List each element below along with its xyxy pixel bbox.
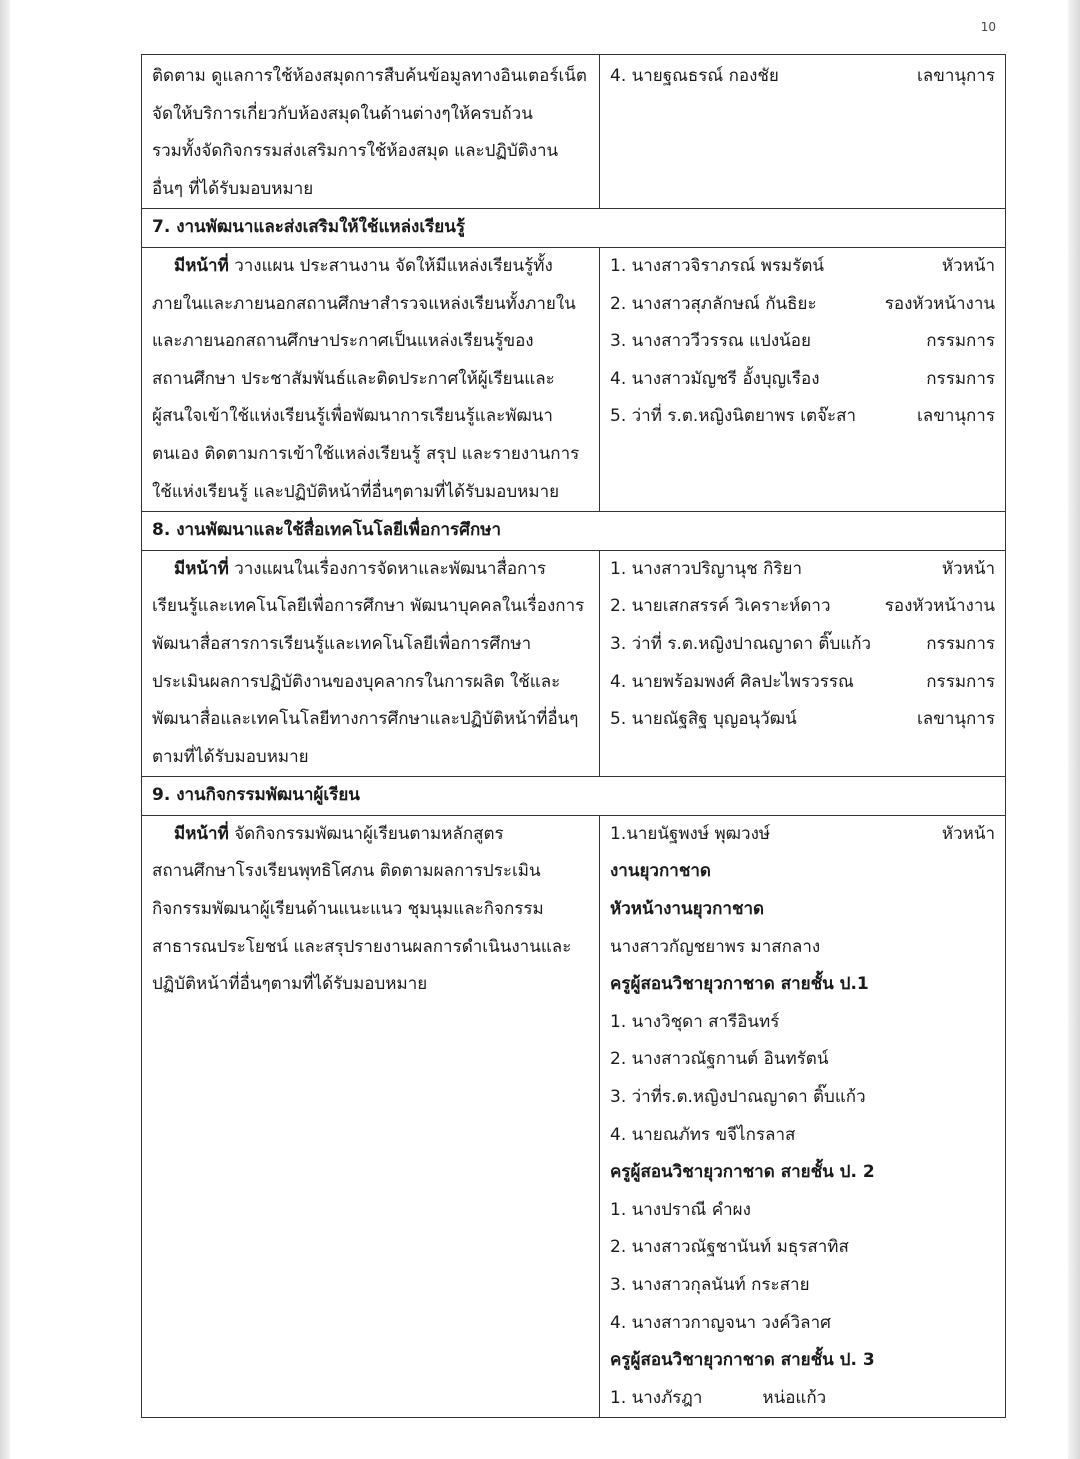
member-name: 1. นางสาวจิราภรณ์ พรมรัตน์ xyxy=(610,255,825,276)
text-line: ปฏิบัติหน้าที่อื่นๆตามที่ได้รับมอบหมาย xyxy=(152,974,428,995)
member-role: กรรมการ xyxy=(926,633,995,654)
member-name: 2. นางสาวณัฐชานันท์ มธุรสาทิส xyxy=(610,1237,849,1258)
members-cell xyxy=(600,550,1006,777)
duty-table xyxy=(141,54,1006,1418)
duty-description-cell xyxy=(142,55,600,209)
member-role: กรรมการ xyxy=(926,368,995,389)
text-line xyxy=(152,551,589,589)
member-name: 1. นางวิชุดา สารีอินทร์ xyxy=(610,1011,780,1032)
duty-description-cell xyxy=(142,550,600,777)
member-name: 3. นางสาวกุลนันท์ กระสาย xyxy=(610,1275,810,1295)
member-name: 1.นายนัฐพงษ์ พุฒวงษ์ xyxy=(610,823,771,844)
member-role: เลขานุการ xyxy=(917,406,995,427)
table-row xyxy=(142,247,1006,511)
text-line: ภายในและภายนอกสถานศึกษาสำรวจแหล่งเรียนทั้งภายใน xyxy=(152,293,576,314)
member-row xyxy=(610,398,995,436)
member-name: 4. นางสาวกาญจนา วงค์วิลาศ xyxy=(610,1312,831,1333)
table-row xyxy=(142,815,1006,1418)
text-line: สถานศึกษา ประชาสัมพันธ์และติดประกาศให้ผู้เรียนและ xyxy=(152,368,555,389)
member-row xyxy=(610,816,995,854)
text-line: ผู้สนใจเข้าใช้แห่งเรียนรู้เพื่อพัฒนาการเรียนรู้และพัฒนา xyxy=(152,406,553,427)
duty-text: วางแผนในเรื่องการจัดหาและพัฒนาสื่อการ xyxy=(228,558,547,579)
member-name: นางสาวกัญชยาพร มาสกลาง xyxy=(610,936,821,957)
member-row xyxy=(610,58,995,96)
text-line: และภายนอกสถานศึกษาประกาศเป็นแหล่งเรียนรู้ของ xyxy=(152,331,534,352)
member-name: 2. นายเสกสรรค์ วิเคราะห์ดาว xyxy=(610,596,831,617)
member-role: หัวหน้า xyxy=(941,255,995,276)
text-line: จัดให้บริการเกี่ยวกับห้องสมุดในด้านต่างๆให้ครบถ้วน xyxy=(152,103,533,124)
table-row-continued xyxy=(142,55,1006,209)
text-line xyxy=(152,248,589,286)
text-line: ติดตาม ดูแลการใช้ห้องสมุดการสืบค้นข้อมูลทางอินเตอร์เน็ต xyxy=(152,66,587,86)
members-cell xyxy=(600,815,1006,1418)
member-row xyxy=(610,551,995,589)
subsection-title: ครูผู้สอนวิชายุวกาชาด สายชั้น ป. 3 xyxy=(610,1350,875,1371)
member-row xyxy=(610,1380,995,1418)
member-name: 1. นางปราณี คำผง xyxy=(610,1199,751,1220)
duty-description-cell xyxy=(142,815,600,1418)
text-line: ประเมินผลการปฏิบัติงานของบุคลากรในการผลิต ใช้และ xyxy=(152,671,561,692)
member-row xyxy=(610,248,995,286)
section-title: 8. งานพัฒนาและใช้สื่อเทคโนโลยีเพื่อการศึกษา xyxy=(142,512,1006,551)
member-name: 5. นายณัฐสิฐ บุญอนุวัฒน์ xyxy=(610,709,797,730)
member-name: 3. นางสาววีวรรณ แปงน้อย xyxy=(610,331,811,352)
subsection-title: หัวหน้างานยุวกาชาด xyxy=(610,899,765,920)
member-row xyxy=(610,361,995,399)
text-line: ใช้แห่งเรียนรู้ และปฏิบัติหน้าที่อื่นๆตามที่ได้รับมอบหมาย xyxy=(152,481,560,502)
member-name: 2. นางสาวสุภลักษณ์ กันธิยะ xyxy=(610,293,817,314)
member-row xyxy=(610,626,995,664)
duty-label: มีหน้าที่ xyxy=(174,255,229,276)
page-number: 10 xyxy=(980,20,996,34)
member-role: เลขานุการ xyxy=(917,66,995,86)
member-name: 3. ว่าที่ ร.ต.หญิงปาณญาดา ติ๊บแก้ว xyxy=(610,633,872,654)
section-header-row xyxy=(142,777,1006,816)
member-role: หัวหน้า xyxy=(941,558,995,579)
member-row xyxy=(610,323,995,361)
member-name: 4. นายณภัทร ขจีไกรลาส xyxy=(610,1124,796,1145)
duty-description-cell xyxy=(142,247,600,511)
members-cell xyxy=(600,55,1006,209)
section-header-row xyxy=(142,512,1006,551)
member-name: 4. นายฐณธรณ์ กองชัย xyxy=(610,66,779,86)
member-row xyxy=(610,588,995,626)
section-header-row xyxy=(142,209,1006,248)
member-row xyxy=(610,286,995,324)
member-role: รองหัวหน้างาน xyxy=(884,293,995,314)
text-line: สาธารณประโยชน์ และสรุปรายงานผลการดำเนินงานและ xyxy=(152,936,572,957)
text-line xyxy=(152,816,589,854)
section-title: 7. งานพัฒนาและส่งเสริมให้ใช้แหล่งเรียนรู้ xyxy=(142,209,1006,248)
member-name: 4. นายพร้อมพงศ์ ศิลปะไพรวรรณ xyxy=(610,671,854,692)
member-role: กรรมการ xyxy=(926,331,995,352)
duty-label: มีหน้าที่ xyxy=(174,558,229,579)
member-surname: หน่อแก้ว xyxy=(762,1387,827,1408)
member-row xyxy=(610,664,995,702)
duty-label: มีหน้าที่ xyxy=(174,823,229,844)
members-cell xyxy=(600,247,1006,511)
text-line: สถานศึกษาโรงเรียนพุทธิโศภน ติดตามผลการประเมิน xyxy=(152,861,541,882)
section-title: 9. งานกิจกรรมพัฒนาผู้เรียน xyxy=(142,777,1006,816)
member-row xyxy=(610,701,995,739)
member-name: 3. ว่าที่ร.ต.หญิงปาณญาดา ติ๊บแก้ว xyxy=(610,1087,866,1108)
member-role: กรรมการ xyxy=(926,671,995,692)
text-line: เรียนรู้และเทคโนโลยีเพื่อการศึกษา พัฒนาบุคคลในเรื่องการ xyxy=(152,596,585,617)
member-name: 4. นางสาวมัญชรี อั้งบุญเรือง xyxy=(610,368,820,389)
page-shadow-left xyxy=(0,0,10,1459)
text-line: กิจกรรมพัฒนาผู้เรียนด้านแนะแนว ชุมนุมและกิจกรรม xyxy=(152,899,544,920)
text-line: อื่นๆ ที่ได้รับมอบหมาย xyxy=(152,178,314,199)
member-role: เลขานุการ xyxy=(917,709,995,730)
member-name: 5. ว่าที่ ร.ต.หญิงนิตยาพร เตจ๊ะสา xyxy=(610,406,857,427)
text-line: รวมทั้งจัดกิจกรรมส่งเสริมการใช้ห้องสมุด และปฏิบัติงาน xyxy=(152,141,559,162)
duty-text: จัดกิจกรรมพัฒนาผู้เรียนตามหลักสูตร xyxy=(228,823,504,844)
subsection-title: งานยุวกาชาด xyxy=(610,861,711,882)
text-line: พัฒนาสื่อสารการเรียนรู้และเทคโนโลยีเพื่อการศึกษา xyxy=(152,633,532,654)
member-name: 1. นางสาวปริญานุช กิริยา xyxy=(610,558,803,579)
member-name: 2. นางสาวณัฐกานต์ อินทรัตน์ xyxy=(610,1049,829,1070)
text-line: ตนเอง ติดตามการเข้าใช้แหล่งเรียนรู้ สรุป และรายงานการ xyxy=(152,443,580,464)
subsection-title: ครูผู้สอนวิชายุวกาชาด สายชั้น ป. 2 xyxy=(610,1162,875,1183)
duty-text: วางแผน ประสานงาน จัดให้มีแหล่งเรียนรู้ทั้ง xyxy=(228,255,553,276)
subsection-title: ครูผู้สอนวิชายุวกาชาด สายชั้น ป.1 xyxy=(610,974,869,995)
member-role: หัวหน้า xyxy=(941,823,995,844)
text-line: ตามที่ได้รับมอบหมาย xyxy=(152,746,309,767)
member-name: 1. นางภัรฎา xyxy=(610,1387,703,1408)
table-row xyxy=(142,550,1006,777)
member-role: รองหัวหน้างาน xyxy=(884,596,995,617)
text-line: พัฒนาสื่อและเทคโนโลยีทางการศึกษาและปฏิบัติหน้าที่อื่นๆ xyxy=(152,709,579,730)
page-shadow-right xyxy=(1068,0,1080,1459)
